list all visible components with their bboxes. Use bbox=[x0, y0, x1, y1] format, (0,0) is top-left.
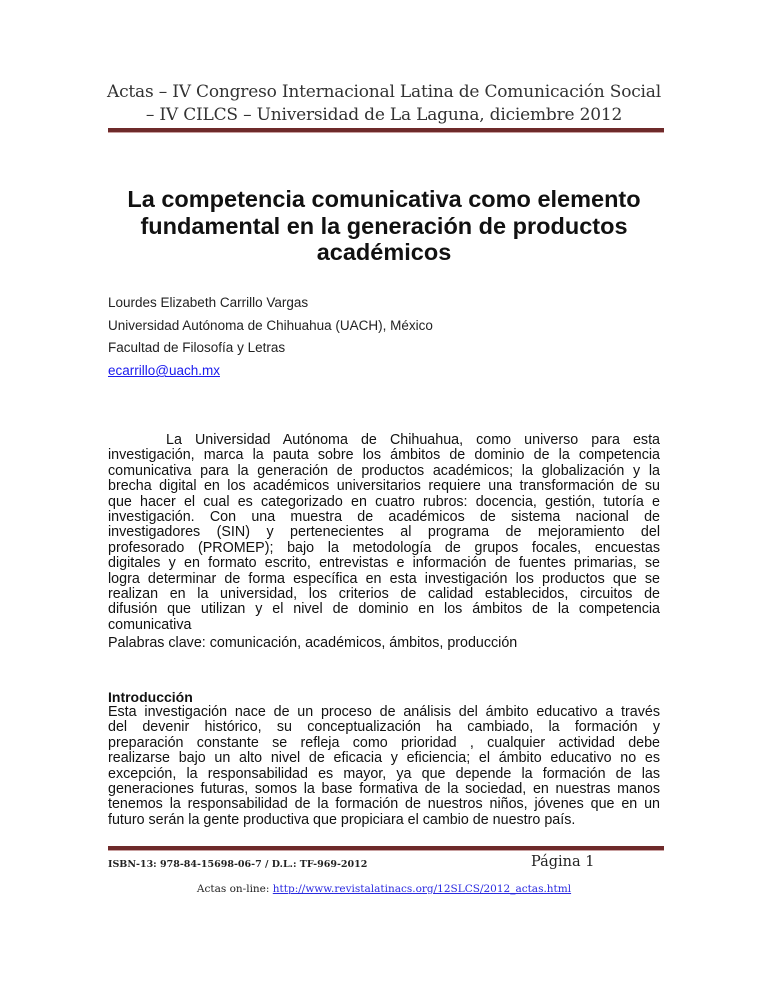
text-line: digitales y en formato escrito, entrevistas e información de fuentes primarias, se bbox=[108, 555, 660, 572]
text-line: logra determinar de forma específica en esta investigación los productos que se bbox=[108, 570, 660, 587]
section-heading-introduction: Introducción bbox=[108, 689, 193, 705]
author-faculty: Facultad de Filosofía y Letras bbox=[108, 340, 286, 356]
text-line: investigadores (SIN) y pertenecientes al programa de mejoramiento del bbox=[108, 524, 660, 541]
abstract bbox=[108, 433, 660, 633]
text-line: Esta investigación nace de un proceso de análisis del ámbito educativo a través bbox=[108, 704, 660, 720]
author-name: Lourdes Elizabeth Carrillo Vargas bbox=[108, 295, 309, 310]
text-line: investigación. Con una muestra de académicos de sistema nacional de bbox=[108, 509, 660, 526]
running-header bbox=[100, 81, 668, 127]
author-block bbox=[108, 292, 433, 383]
text-line: profesorado (PROMEP); bajo la metodología de grupos focales, encuestas bbox=[108, 539, 660, 556]
text-line: difusión que utilizan y el nivel de dominio en los ámbitos de la competencia bbox=[108, 601, 660, 618]
online-label: Actas on-line: bbox=[196, 883, 273, 895]
title-line: fundamental en la generación de productos bbox=[140, 212, 628, 239]
title-line: académicos bbox=[316, 239, 452, 265]
text-line: comunicativa bbox=[108, 616, 192, 633]
text-line: futuro serán la gente productiva que propiciara el cambio de nuestro país. bbox=[108, 811, 576, 828]
author-affiliation: Universidad Autónoma de Chihuahua (UACH), México bbox=[108, 317, 433, 333]
header-line-2: – IV CILCS – Universidad de La Laguna, diciembre 2012 bbox=[145, 105, 623, 125]
text-line: comunicativa para la generación de productos académicos; la globalización y la bbox=[108, 462, 660, 479]
text-line: realizarse bajo un alto nivel de eficacia y eficiencia; el ámbito educativo no es bbox=[108, 750, 660, 767]
text-line: preparación constante se refleja como prioridad , cualquier actividad debe bbox=[108, 734, 660, 751]
online-proceedings bbox=[100, 883, 668, 895]
header-rule bbox=[108, 128, 664, 133]
author-email-link[interactable]: ecarrillo@uach.mx bbox=[108, 363, 220, 379]
text-line: generaciones futuras, somos la base formativa de la sociedad, en nuestras manos bbox=[108, 781, 660, 798]
text-line: excepción, la responsabilidad es mayor, ya que depende la formación de las bbox=[108, 765, 660, 782]
text-line: que hacer el cual es categorizado en cuatro rubros: docencia, gestión, tutoría e bbox=[108, 493, 660, 510]
title-line: La competencia comunicativa como elemento bbox=[127, 186, 641, 212]
text-line: del devenir histórico, su conceptualización ha cambiado, la formación y bbox=[108, 719, 660, 736]
text-line: tenemos la responsabilidad de la formación de nuestros niños, jóvenes que en un bbox=[108, 796, 660, 813]
introduction-paragraph bbox=[108, 705, 660, 828]
text-line: La Universidad Autónoma de Chihuahua, como universo para esta bbox=[166, 432, 660, 448]
online-url-link[interactable]: http://www.revistalatinacs.org/12SLCS/2012_actas.html bbox=[272, 883, 572, 895]
keywords: Palabras clave: comunicación, académicos, ámbitos, producción bbox=[108, 635, 518, 651]
page-number: Página 1 bbox=[531, 854, 595, 870]
isbn-text: ISBN-13: 978-84-15698-06-7 / D.L.: TF-969-2012 bbox=[108, 859, 368, 870]
footer-rule bbox=[108, 846, 664, 851]
paper-title bbox=[100, 186, 668, 266]
header-line-1: Actas – IV Congreso Internacional Latina de Comunicación Social bbox=[107, 82, 661, 102]
text-line: brecha digital en los académicos universitarios requiere una transformación de su bbox=[108, 478, 660, 495]
text-line: realizan en la universidad, los criterios de calidad establecidos, circuitos de bbox=[108, 586, 660, 603]
text-line: investigación, marca la pauta sobre los ámbitos de dominio de la competencia bbox=[108, 447, 660, 464]
